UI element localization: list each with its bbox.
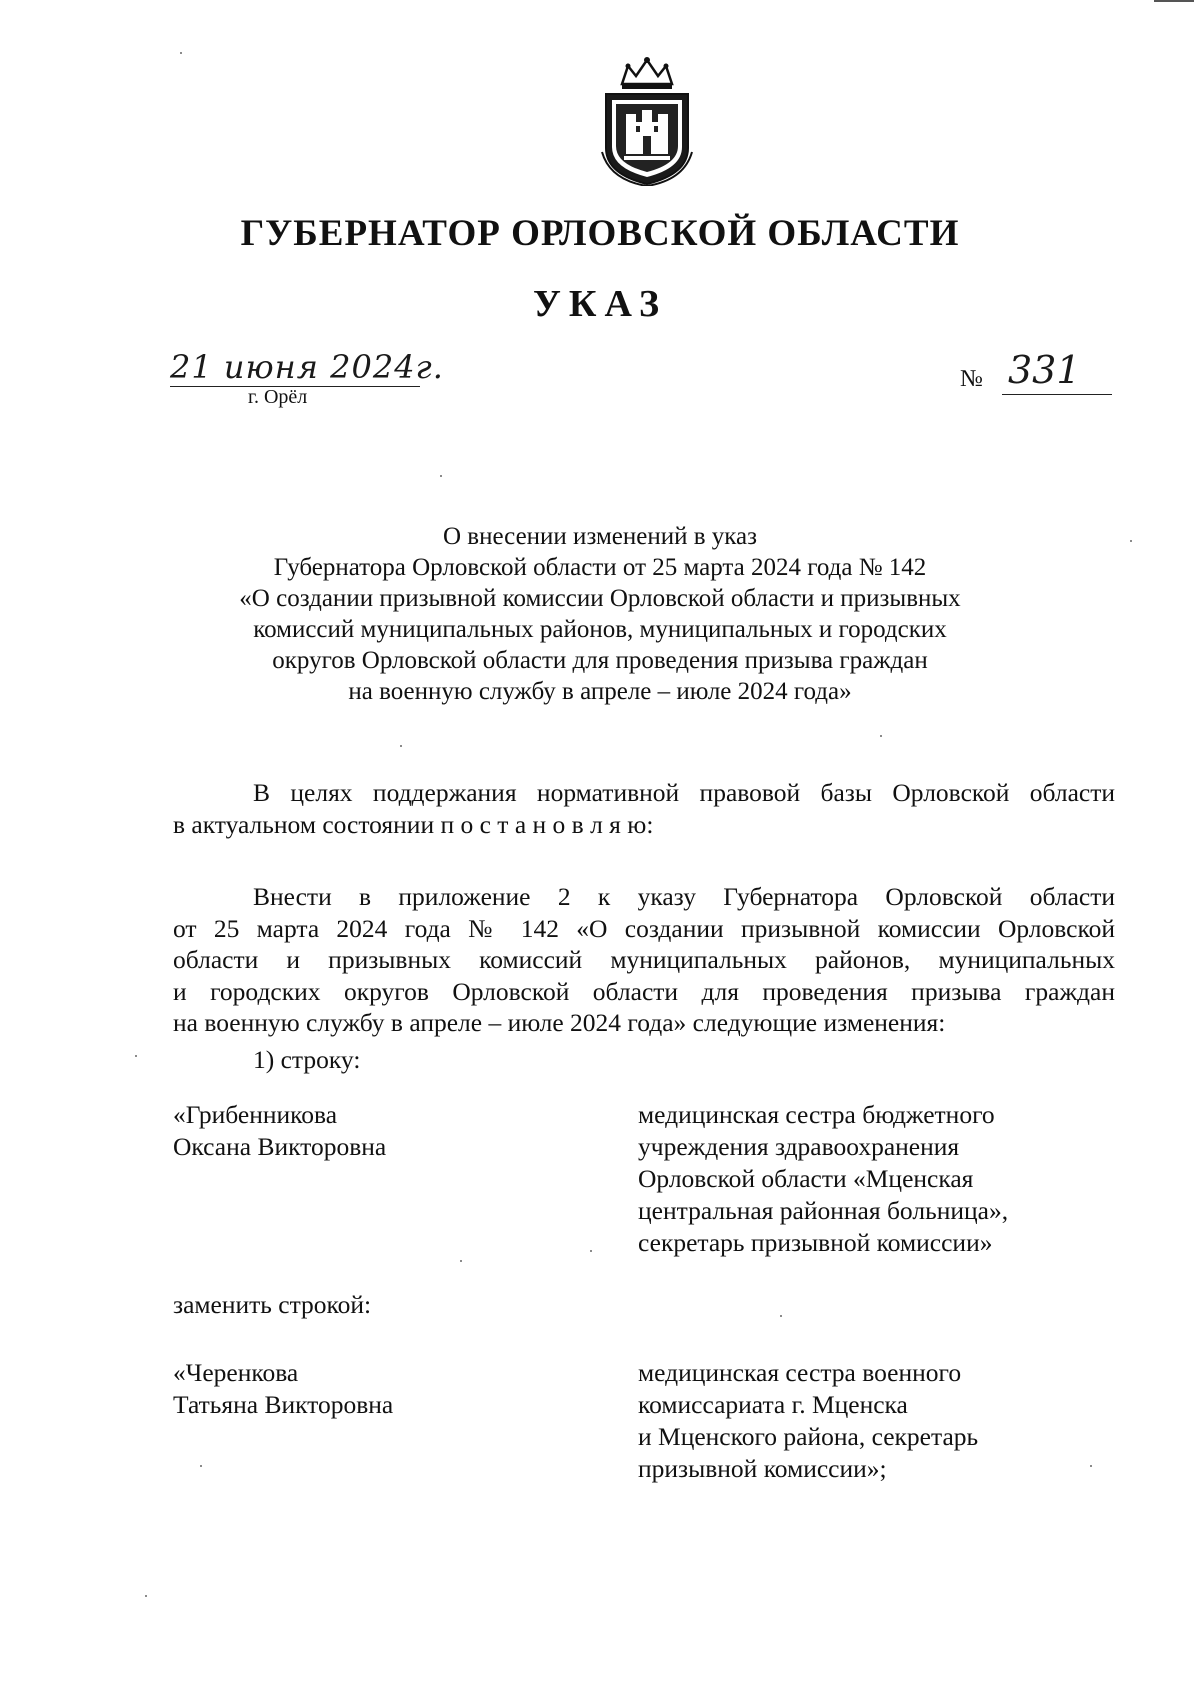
body-line: области и призывных комиссий муниципальных районов, муниципальных <box>173 945 1115 974</box>
issuer-title: ГУБЕРНАТОР ОРЛОВСКОЙ ОБЛАСТИ <box>240 213 960 254</box>
description-line: комиссариата г. Мценска <box>638 1390 908 1419</box>
scan-speck <box>880 735 882 737</box>
new-row-description <box>638 1357 978 1485</box>
scan-speck <box>180 52 182 54</box>
subject-line: Губернатора Орловской области от 25 марта 2024 года № 142 <box>273 554 927 581</box>
name-line: Татьяна Викторовна <box>173 1390 394 1419</box>
place-of-issue: г. Орёл <box>248 386 308 408</box>
subject-line: О внесении изменений в указ <box>442 523 758 550</box>
name-line: «Черенкова <box>173 1358 299 1387</box>
description-line: секретарь призывной комиссии» <box>638 1228 993 1257</box>
scan-speck <box>460 1260 462 1262</box>
scan-speck <box>1130 540 1132 542</box>
description-line: Орловской области «Мценская <box>638 1164 974 1193</box>
date-block <box>170 348 444 408</box>
item-label: 1) строку: <box>253 1045 361 1074</box>
preamble-line: в актуальном состоянии п о с т а н о в л я ю: <box>173 809 654 839</box>
subject-line: комиссий муниципальных районов, муниципальных и городских <box>253 616 947 643</box>
new-row-name <box>173 1357 393 1421</box>
body-line: от 25 марта 2024 года № 142 «О создании призывной комиссии Орловской <box>173 913 1115 943</box>
number-sign: № <box>960 366 983 392</box>
scan-speck <box>1090 1465 1092 1467</box>
description-line: и Мценского района, секретарь <box>638 1422 979 1451</box>
description-line: медицинская сестра бюджетного <box>638 1100 995 1129</box>
preamble-line: В целях поддержания нормативной правовой базы Орловской области <box>253 778 1115 807</box>
scan-speck <box>400 745 402 747</box>
preamble-paragraph <box>173 777 1115 840</box>
decree-subject <box>170 521 1030 707</box>
old-row-name <box>173 1099 386 1163</box>
description-line: учреждения здравоохранения <box>638 1132 960 1161</box>
subject-line: округов Орловской области для проведения призыва граждан <box>272 647 928 674</box>
scan-speck <box>440 475 442 477</box>
body-line: и городских округов Орловской области для проведения призыва граждан <box>173 976 1115 1006</box>
number-block <box>960 348 1120 402</box>
handwritten-number: 331 <box>1008 348 1081 392</box>
number-underline <box>1002 394 1112 395</box>
name-line: Оксана Викторовна <box>173 1132 387 1161</box>
body-line: на военную службу в апреле – июле 2024 года» следующие изменения: <box>173 1008 946 1037</box>
replace-label: заменить строкой: <box>173 1290 372 1319</box>
subject-line: на военную службу в апреле – июле 2024 года» <box>348 678 852 705</box>
body-paragraph <box>173 881 1115 1039</box>
document-type: УКАЗ <box>533 283 667 325</box>
scan-speck <box>145 1595 147 1597</box>
description-line: призывной комиссии»; <box>638 1454 887 1483</box>
scan-speck <box>780 1315 782 1317</box>
scan-edge-mark <box>1154 0 1194 2</box>
scan-speck <box>200 1465 202 1467</box>
name-line: «Грибенникова <box>173 1100 338 1129</box>
old-row-description <box>638 1099 1008 1259</box>
subject-line: «О создании призывной комиссии Орловской области и призывных <box>239 585 961 612</box>
body-line: Внести в приложение 2 к указу Губернатора Орловской области <box>253 882 1115 911</box>
coat-of-arms-icon <box>592 56 702 186</box>
description-line: центральная районная больница», <box>638 1196 1009 1225</box>
description-line: медицинская сестра военного <box>638 1358 962 1387</box>
scan-speck <box>590 1250 592 1252</box>
handwritten-date: 21 июня 2024г. <box>170 348 444 386</box>
scan-speck <box>135 1055 137 1057</box>
